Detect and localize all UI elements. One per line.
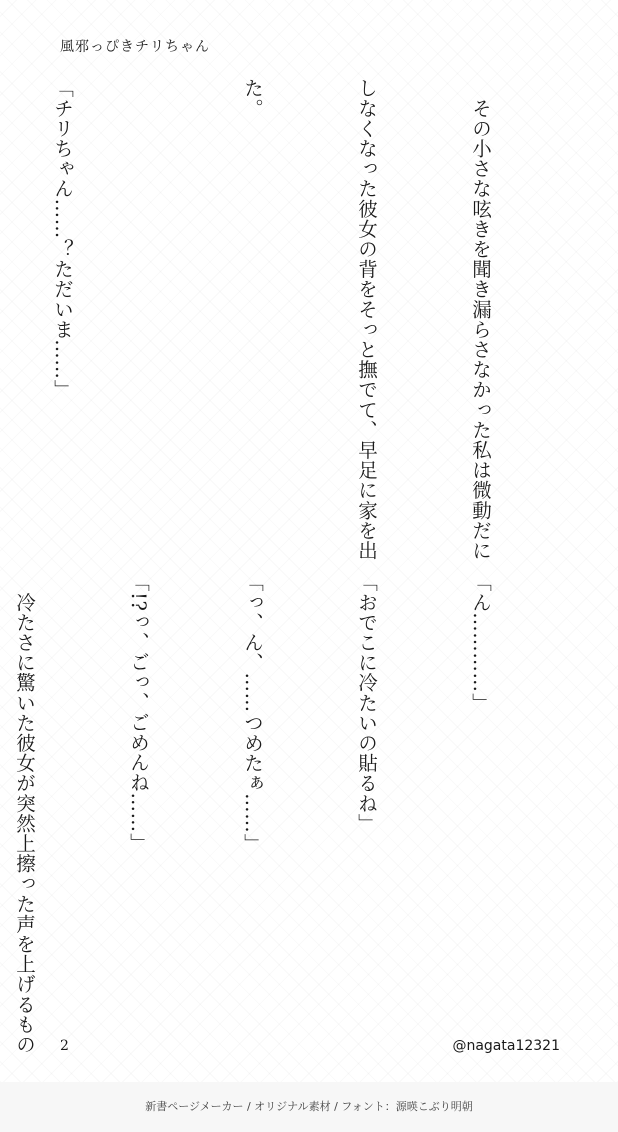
text-line: 「おでこに冷たいの貼るね」 [355,572,378,834]
text-line: 「ん…………」 [469,572,492,713]
page-number: 2 [60,1038,69,1054]
author-handle: @nagata12321 [452,1038,560,1054]
text-line: 冷たさに驚いた彼女が突然上擦った声を上げるもの [13,572,36,1055]
text-line: 「チリちゃん……？ただいま……」 [51,78,74,400]
text-block-top [45,78,575,561]
page-title: 風邪っぴきチリちゃん [60,39,210,55]
text-line: 「!?っ、ごっ、ごめんね……」 [127,572,150,853]
text-line: 「っ、ん、……つめたぁ……」 [241,572,264,854]
text-line: しなくなった彼女の背をそっと撫でて、早足に家を出 [355,78,378,561]
credits-footer: 新書ページメーカー / オリジナル素材 / フォント：源暎こぶり明朝 [145,1100,473,1113]
text-line: た。 [241,78,264,119]
text-line: その小さな呟きを聞き漏らさなかった私は微動だに [469,78,492,561]
